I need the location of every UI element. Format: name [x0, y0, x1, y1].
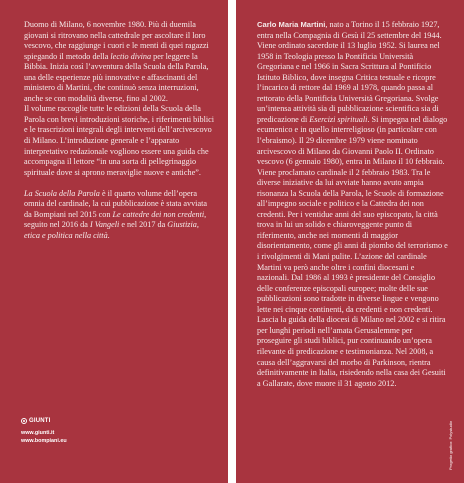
graphic-design-credit: Progetto grafico: Polystudio	[448, 421, 453, 470]
series-text-b: , seguito nel 2016 da	[24, 209, 207, 230]
author-bio	[257, 20, 448, 389]
bio-text-a: , nato a Torino il 15 febbraio 1927, entra nella Compagnia di Gesù il 25 settembre del 1944. Viene ordinato sacerdote il 13 luglio 1952. Si laurea nel 1958 in Teologia presso la Pontificia Università Gregoriana e nel 1966 in Sacra Scrittura al Pontificio Istituto Biblico, dove insegna Critica testuale e ricopre l’incarico di rettore dal 1969 al 1978, quando passa al rettorato della Pontificia Università Gregoriana. Svolge un’intensa attività sia di pubblicazione scientifica sia di predicazione di	[257, 20, 442, 124]
intro-text-b: per leggere la Bibbia. Inizia così l’avventura della Scuola della Parola, una delle esperienze più innovative e affascinanti del ministero di Martini, che continuò senza interruzioni, anche se con modalità diverse, fino al 2002.	[24, 51, 209, 103]
publisher-logo	[21, 418, 67, 424]
volume-paragraph: Il volume raccoglie tutte le edizioni della Scuola della Parola con brevi introduzioni storiche, i riferimenti biblici e le trascrizioni integrali degli interventi dell’arcivescovo di Milano. L’introduzione generale e l’apparato interpretativo redazionale vogliono essere una guida che accompagna il lettore “in una sorta di pellegrinaggio spirituale dove si aprono meraviglie nuove e antiche”.	[24, 104, 215, 177]
left-text-block	[24, 20, 216, 241]
left-panel	[0, 0, 228, 483]
author-name: Carlo Maria Martini	[257, 20, 326, 29]
book-title-vangeli: I Vangeli	[89, 220, 120, 230]
bio-text-b: . Si impegna nel dialogo ecumenico e in quello interreligioso (in particolare con l’ebraismo). Il 29 dicembre 1979 viene nominato arcivescovo di Milano da Giovanni Paolo II. Ordinato vescovo (6 gennaio 1980), entra in Milano il 10 febbraio. Viene proclamato cardinale il 2 febbraio 1983. Tra le diverse iniziative da lui avviate hanno avuto ampia risonanza la Scuola della Parola, le Scuole di formazione all’impegno sociale e politico e la Cattedra dei non credenti. Per i ventidue anni del suo episcopato, la città trova in lui un solido e chiaroveggente punto di riferimento, anche nei momenti di maggior disorientamento, come gli anni di piombo del terrorismo e i rivolgimenti di Mani pulite. L’azione del cardinale Martini va però anche oltre i confini diocesani e nazionali. Dal 1986 al 1993 è presidente del Consiglio delle conferenze episcopali europee; molte delle sue pubblicazioni sono tradotte in diverse lingue e vengono lette nei cinque continenti, da credenti e non credenti. Lascia la guida della diocesi di Milano nel 2002 e si ritira per lunghi periodi nell’amata Gerusalemme per proseguire gli studi biblici, pur continuando un’opera rilevante di predicazione e testimonianza. Nel 2008, a causa dell’aggravarsi del morbo di Parkinson, rientra definitivamente in Italia, risiedendo nella casa dei Gesuiti a Gallarate, dove muore il 31 agosto 2012.	[257, 114, 448, 388]
book-title-scuola: La Scuola della Parola	[24, 188, 100, 198]
series-paragraph	[24, 189, 216, 242]
book-title-giustizia: Giustizia, etica e politica nella città	[24, 220, 199, 240]
publisher-block	[21, 418, 67, 445]
series-text-c: e nel 2017 da	[119, 220, 168, 230]
publisher-logo-text: GIUNTI	[29, 418, 51, 424]
intro-text-a: Duomo di Milano, 6 novembre 1980. Più di duemila giovani si ritrovano nella cattedrale per ascoltare il loro vescovo, che raggiunge i cuori e le menti di quei ragazzi spiegando il metodo della	[24, 20, 209, 61]
lectio-divina-term: lectio divina	[110, 51, 152, 61]
publisher-url-giunti[interactable]: www.giunti.it	[21, 430, 55, 436]
book-title-cattedre: Le cattedre dei non credenti	[112, 209, 205, 219]
right-panel	[236, 0, 464, 483]
bio-paragraph	[257, 20, 448, 389]
intro-paragraph	[24, 20, 216, 104]
publisher-url-bompiani[interactable]: www.bompiani.eu	[21, 438, 67, 444]
page-gutter	[228, 0, 236, 483]
giunti-logo-icon	[21, 418, 27, 424]
esercizi-spirituali-term: Esercizi spirituali	[309, 114, 368, 124]
series-text-d: .	[107, 230, 110, 240]
series-text-a: è il quarto volume dell’opera omnia del cardinale, la cui pubblicazione è stata avviata da Bompiani nel 2015 con	[24, 188, 207, 219]
